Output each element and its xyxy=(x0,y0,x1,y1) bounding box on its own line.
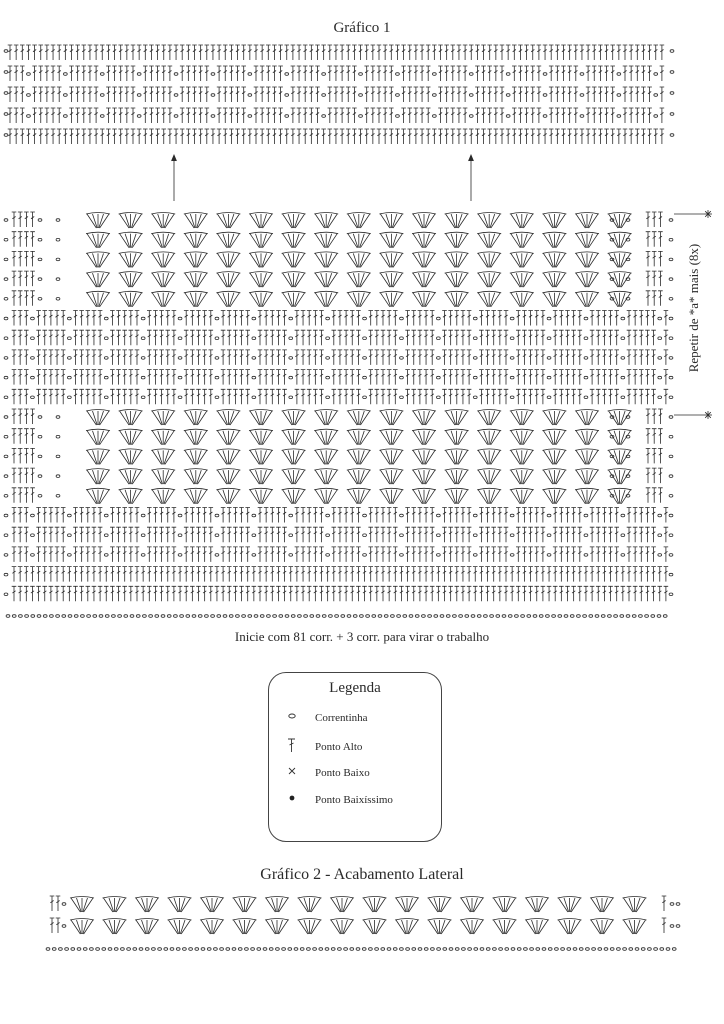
legend-label: Ponto Alto xyxy=(315,740,363,753)
foundation-chain xyxy=(6,615,667,618)
legend-item-double-crochet xyxy=(285,737,362,756)
chart-1-grid xyxy=(4,45,674,144)
single-crochet-symbol-icon xyxy=(285,766,307,779)
legend-label: Ponto Baixíssimo xyxy=(315,793,393,806)
chart-1-title: Gráfico 1 xyxy=(333,20,391,36)
chart-2-title: Gráfico 2 - Acabamento Lateral xyxy=(260,866,464,883)
legend-label: Correntinha xyxy=(315,711,368,724)
legend-item-single-crochet xyxy=(285,766,370,779)
chain-symbol-icon xyxy=(285,711,307,724)
legend-label: Ponto Baixo xyxy=(315,766,370,779)
legend-box xyxy=(268,672,442,842)
legend-item-chain xyxy=(285,711,368,724)
legend-item-slip-stitch xyxy=(285,793,393,806)
chart-1-arrows xyxy=(172,155,474,201)
main-chart-grid xyxy=(4,212,673,601)
slip-stitch-symbol-icon xyxy=(285,793,307,806)
starting-chain-instruction: Inicie com 81 corr. + 3 corr. para virar o trabalho xyxy=(234,629,490,644)
repeat-note: Repetir de *a* mais (8x) xyxy=(686,243,701,373)
legend-title: Legenda xyxy=(329,680,381,696)
double-crochet-symbol-icon xyxy=(285,737,307,756)
chart-2-grid xyxy=(46,896,680,950)
